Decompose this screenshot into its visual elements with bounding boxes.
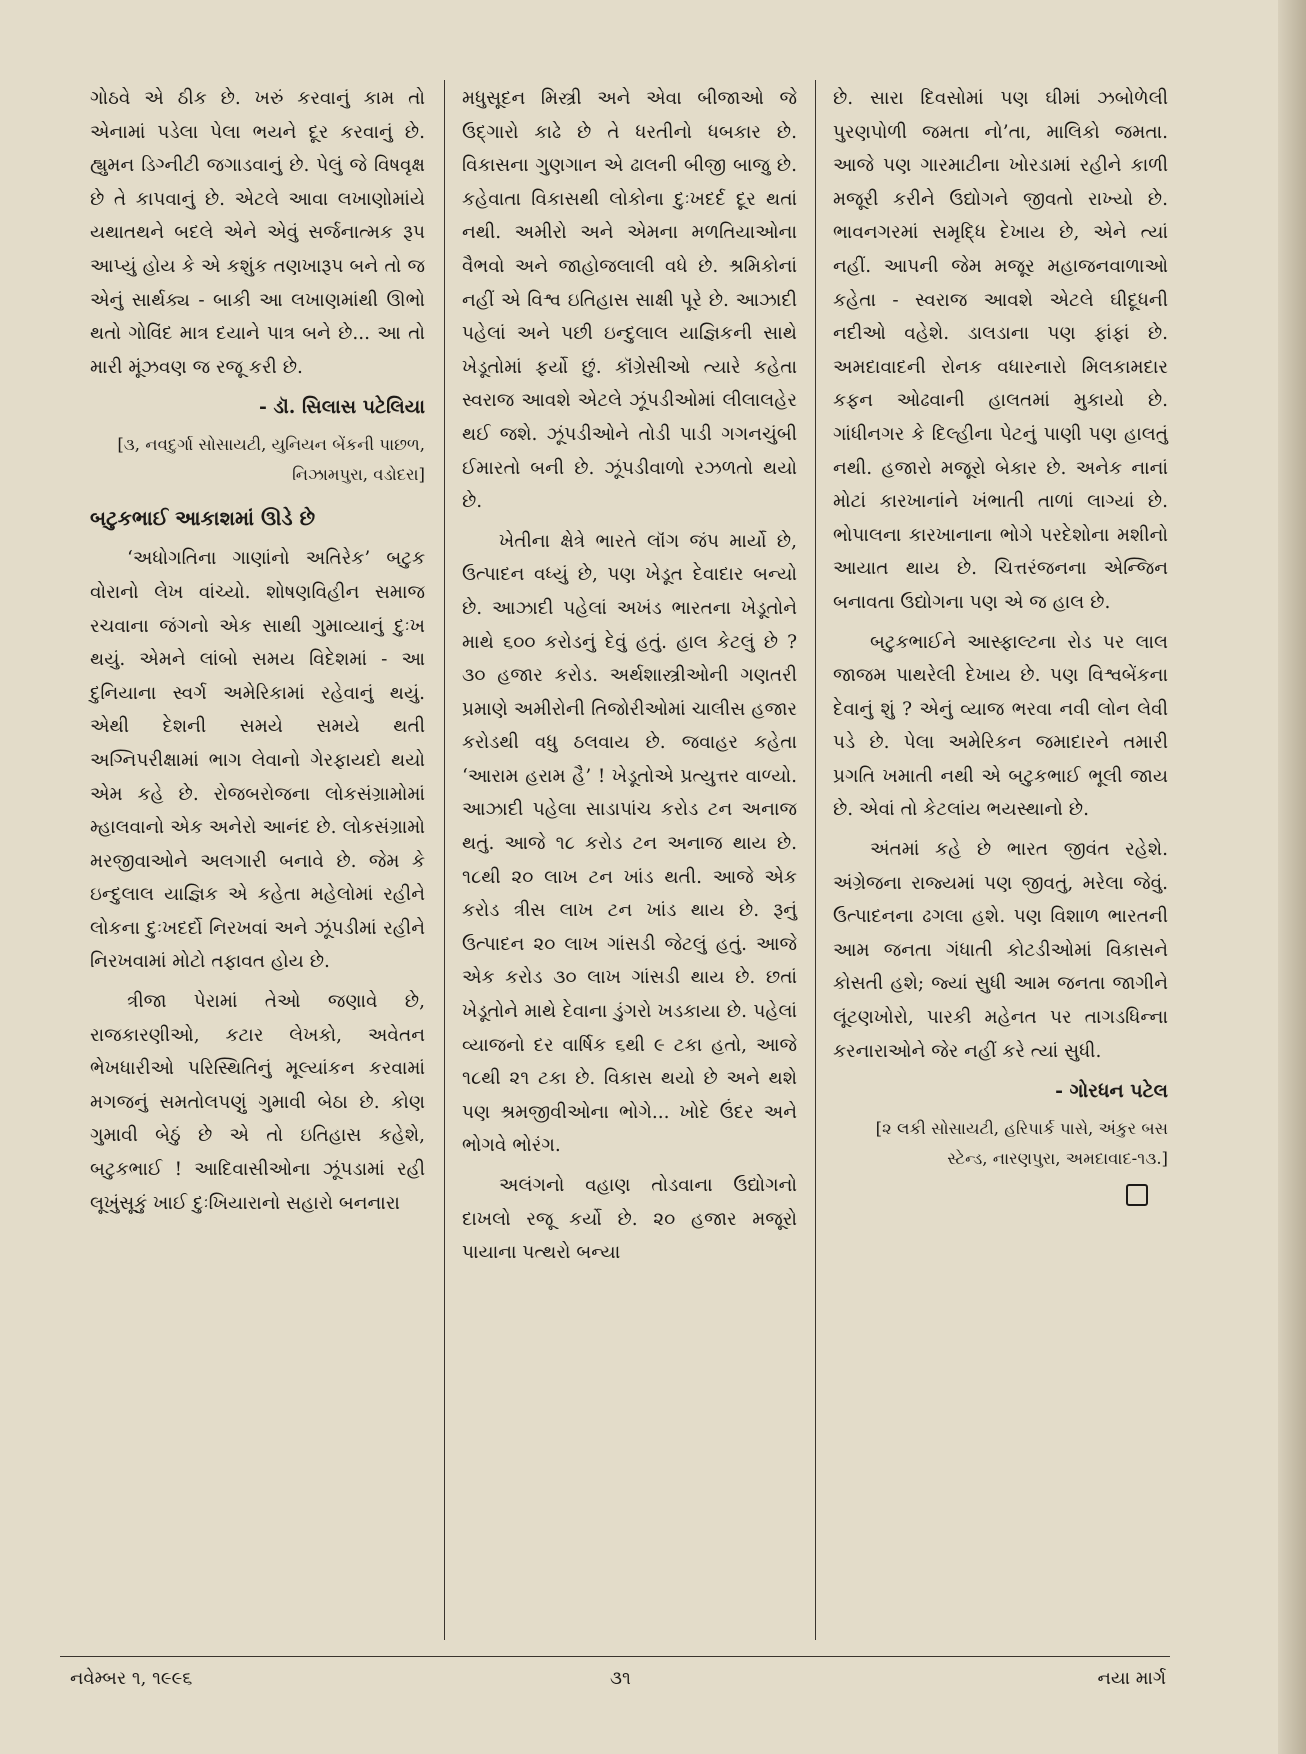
end-of-article-mark (833, 1184, 1168, 1210)
column-1 (90, 82, 425, 1226)
letter-address: [૩, નવદુર્ગા સોસાયટી, યુનિયન બેંકની પાછળ, નિઝામપુરા, વડોદરા] (117, 435, 425, 485)
letter-address: [૨ લકી સોસાયટી, હરિપાર્ક પાસે, અંકુર બસ સ્ટેન્ડ, નારણપુરા, અમદાવાદ-૧૩.] (875, 1119, 1168, 1169)
column-divider (444, 80, 445, 1640)
letter-paragraph: મધુસૂદન મિસ્ત્રી અને એવા બીજાઓ જે ઉદ્ગારો કાઢે છે તે ધરતીનો ધબકાર છે. વિકાસના ગુણગાન એ ઢાલની બીજી બાજુ છે. કહેવાતા વિકાસથી લોકોના દુઃખદર્દ દૂર થતાં નથી. અમીરો અને એમના મળતિયાઓના વૈભવો અને જાહોજલાલી વધે છે. શ્રમિકોનાં નહીં એ વિશ્વ ઇતિહાસ સાક્ષી પૂરે છે. આઝાદી પહેલાં અને પછી ઇન્દુલાલ યાજ્ઞિકની સાથે ખેડૂતોમાં ફર્યો છું. કૉંગ્રેસીઓ ત્યારે કહેતા સ્વરાજ આવશે એટલે ઝૂંપડીઓમાં લીલાલહેર થઈ જશે. ઝૂંપડીઓને તોડી પાડી ગગનચુંબી ઈમારતો બની છે. ઝૂંપડીવાળો રઝળતો થયો છે. (462, 88, 797, 513)
letter-paragraph: ગોઠવે એ ઠીક છે. ખરું કરવાનું કામ તો એનામાં પડેલા પેલા ભયને દૂર કરવાનું છે. હ્યુમન ડિગ્નીટી જગાડવાનું છે. પેલું જે વિષવૃક્ષ છે તે કાપવાનું છે. એટલે આવા લખાણોમાંયે યથાતથને બદલે એને એવું સર્જનાત્મક રૂપ આપ્યું હોય કે એ કશુંક તણખારૂપ બને તો જ એનું સાર્થક્ય - બાકી આ લખાણમાંથી ઊભો થતો ગોવિંદ માત્ર દયાને પાત્ર બને છે... આ તો મારી મૂંઝવણ જ રજૂ કરી છે. (90, 88, 425, 378)
letter-paragraph: બટુકભાઈને આસ્ફાલ્ટના રોડ પર લાલ જાજમ પાથરેલી દેખાય છે. પણ વિશ્વબેંકના દેવાનું શું ? એનું વ્યાજ ભરવા નવી લોન લેવી પડે છે. પેલા અમેરિકન જમાદારને તમારી પ્રગતિ ખમાતી નથી એ બટુકભાઈ ભૂલી જાય છે. એવાં તો કેટલાંય ભયસ્થાનો છે. (833, 631, 1168, 821)
letter-signature: - ગોરધન પટેલ (1055, 1080, 1168, 1103)
letter-paragraph: ‘અધોગતિના ગાણાંનો અતિરેક’ બટુક વોરાનો લેખ વાંચ્યો. શોષણવિહીન સમાજ રચવાના જંગનો એક સાથી ગુમાવ્યાનું દુઃખ થયું. એમને લાંબો સમય વિદેશમાં - આ દુનિયાના સ્વર્ગ અમેરિકામાં રહેવાનું થયું. એથી દેશની સમયે સમયે થતી અગ્નિપરીક્ષામાં ભાગ લેવાનો ગેરફાયદો થયો એમ કહે છે. રોજબરોજના લોકસંગ્રામોમાં મ્હાલવાનો એક અનેરો આનંદ છે. લોકસંગ્રામો મરજીવાઓને અલગારી બનાવે છે. જેમ કે ઇન્દુલાલ યાજ્ઞિક એ કહેતા મહેલોમાં રહીને લોકના દુઃખદર્દો નિરખવાં અને ઝૂંપડીમાં રહીને નિરખવામાં મોટો તફાવત હોય છે. (90, 548, 425, 973)
footer-divider (60, 1656, 1170, 1657)
column-3 (833, 82, 1168, 1210)
footer-magazine-name: નયા માર્ગ (1097, 1668, 1166, 1689)
footer-page-number: ૩૧ (610, 1668, 631, 1689)
letter-paragraph: અલંગનો વહાણ તોડવાના ઉદ્યોગનો દાખલો રજૂ કર્યો છે. ૨૦ હજાર મજૂરો પાયાના પત્થરો બન્યા (462, 1175, 797, 1264)
letter-paragraph: ખેતીના ક્ષેત્રે ભારતે લૉંગ જંપ માર્યો છે, ઉત્પાદન વધ્યું છે, પણ ખેડૂત દેવાદાર બન્યો છે. આઝાદી પહેલાં અખંડ ભારતના ખેડૂતોને માથે ૬૦૦ કરોડનું દેવું હતું. હાલ કેટલું છે ? ૩૦ હજાર કરોડ. અર્થશાસ્ત્રીઓની ગણતરી પ્રમાણે અમીરોની તિજોરીઓમાં ચાલીસ હજાર કરોડથી વધુ ઠલવાય છે. જવાહર કહેતા ‘આરામ હરામ હૈ’ ! ખેડૂતોએ પ્રત્યુત્તર વાળ્યો. આઝાદી પહેલા સાડાપાંચ કરોડ ટન અનાજ થતું. આજે ૧૮ કરોડ ટન અનાજ થાય છે. ૧૮થી ૨૦ લાખ ટન ખાંડ થતી. આજે એક કરોડ ત્રીસ લાખ ટન ખાંડ થાય છે. રૂનું ઉત્પાદન ૨૦ લાખ ગાંસડી જેટલું હતું. આજે એક કરોડ ૩૦ લાખ ગાંસડી થાય છે. છતાં ખેડૂતોને માથે દેવાના ડુંગરો ખડકાયા છે. પહેલાં વ્યાજનો દર વાર્ષિક ૬થી ૯ ટકા હતો, આજે ૧૮થી ૨૧ ટકા છે. વિકાસ થયો છે અને થશે પણ શ્રમજીવીઓના ભોગે... ખોદે ઉંદર અને ભોગવે ભોરંગ. (462, 530, 797, 1157)
letter-signature: - ડૉ. સિલાસ પટેલિયા (258, 396, 425, 419)
page-edge (1278, 0, 1306, 1754)
footer-date: નવેમ્બર ૧, ૧૯૯૬ (70, 1668, 193, 1689)
letter-paragraph: છે. સારા દિવસોમાં પણ ઘીમાં ઝબોળેલી પુરણપોળી જમતા નો’તા, માલિકો જમતા. આજે પણ ગારમાટીના ખોરડામાં રહીને કાળી મજૂરી કરીને ઉદ્યોગને જીવતો રાખ્યો છે. ભાવનગરમાં સમૃદ્ધિ દેખાય છે, એને ત્યાં નહીં. આપની જેમ મજૂર મહાજનવાળાઓ કહેતા - સ્વરાજ આવશે એટલે ઘીદૂધની નદીઓ વહેશે. ડાલડાના પણ ફાંફાં છે. અમદાવાદની રોનક વધારનારો મિલકામદાર કફન ઓઢવાની હાલતમાં મુકાયો છે. ગાંધીનગર કે દિલ્હીના પેટનું પાણી પણ હાલતું નથી. હજારો મજૂરો બેકાર છે. અનેક નાનાં મોટાં કારખાનાંને ખંભાતી તાળાં લાગ્યાં છે. ભોપાલના કારખાનાના ભોગે પરદેશોના મશીનો આયાત થાય છે. ચિત્તરંજનના એન્જિન બનાવતા ઉદ્યોગના પણ એ જ હાલ છે. (833, 88, 1168, 613)
letter-paragraph: ત્રીજા પેરામાં તેઓ જણાવે છે, રાજકારણીઓ, કટાર લેખકો, અવેતન ભેખધારીઓ પરિસ્થિતિનું મૂલ્યાંકન કરવામાં મગજનું સમતોલપણું ગુમાવી બેઠા છે. કોણ ગુમાવી બેઠું છે એ તો ઇતિહાસ કહેશે, બટુકભાઈ ! આદિવાસીઓના ઝૂંપડામાં રહી લૂખુંસૂકું ખાઈ દુઃખિયારાનો સહારો બનનારા (90, 991, 425, 1214)
column-divider (815, 80, 816, 1640)
letter-heading: બટુકભાઈ આકાશમાં ઊડે છે (90, 506, 316, 531)
letter-paragraph: અંતમાં કહે છે ભારત જીવંત રહેશે. અંગ્રેજના રાજ્યમાં પણ જીવતું, મરેલા જેવું. ઉત્પાદનના ઢગલા હશે. પણ વિશાળ ભારતની આમ જનતા ગંધાતી કોટડીઓમાં વિકાસને કોસતી હશે; જ્યાં સુધી આમ જનતા જાગીને લૂંટણખોરો, પારકી મહેનત પર તાગડધિન્ના કરનારાઓને જેર નહીં કરે ત્યાં સુધી. (833, 839, 1168, 1062)
end-square-icon (1126, 1184, 1148, 1206)
column-2 (462, 82, 797, 1276)
